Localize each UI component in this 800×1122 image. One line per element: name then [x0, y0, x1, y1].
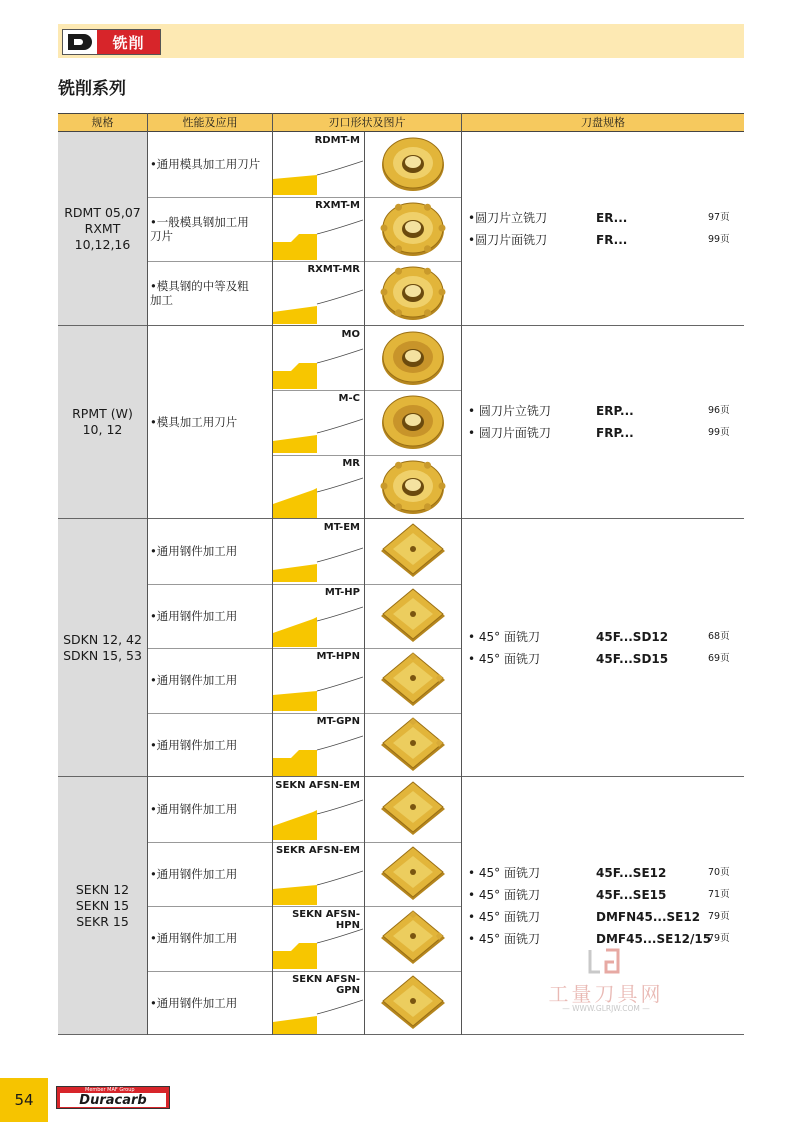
cutter-name: • 45° 面铣刀: [468, 652, 540, 666]
cutter-item: [468, 648, 738, 670]
column-divider: [461, 132, 462, 1035]
cutter-page: 97页: [708, 211, 730, 223]
brand-logo: [56, 1086, 170, 1109]
cutter-list: [468, 862, 738, 950]
cutter-name: • 45° 面铣刀: [468, 932, 540, 946]
edge-profile-shape: [273, 663, 363, 715]
insert-image: [373, 199, 453, 263]
column-divider: [272, 132, 273, 1035]
performance-text: [150, 261, 274, 326]
insert-image: [373, 586, 453, 650]
insert-image: [373, 779, 453, 843]
cutter-code: FR...: [596, 232, 628, 247]
performance-label: •一般模具钢加工用 刀片: [150, 214, 249, 243]
performance-text: [150, 842, 274, 907]
cutter-name: •圆刀片立铣刀: [468, 210, 548, 225]
performance-label: •模具加工用刀片: [150, 415, 238, 430]
cutter-name: • 45° 面铣刀: [468, 630, 540, 644]
performance-text: [150, 132, 274, 197]
performance-label: •通用钢件加工用: [150, 673, 238, 688]
performance-text: [150, 326, 274, 520]
cutter-page: 69页: [708, 653, 730, 664]
column-divider: [272, 113, 273, 132]
d-logo-icon: [63, 30, 97, 54]
cutter-name: • 圆刀片立铣刀: [468, 404, 551, 419]
page-title: 铣削系列: [58, 79, 126, 99]
insert-code: MO: [341, 328, 360, 340]
performance-label: •通用钢件加工用: [150, 737, 238, 752]
cutter-code: FRP...: [596, 426, 634, 441]
col-header-performance: 性能及应用: [182, 116, 238, 129]
edge-profile-shape: [273, 599, 363, 651]
performance-label: •通用模具加工用刀片: [150, 157, 261, 172]
cutter-item: [468, 862, 738, 884]
brand-tag: Member MAF Group: [85, 1087, 135, 1093]
cutter-name: • 45° 面铣刀: [468, 888, 540, 902]
row-divider: [147, 197, 461, 198]
brand-wordmark: Duracarb: [60, 1093, 166, 1107]
watermark-url: — WWW.GLRJW.COM —: [562, 1004, 650, 1013]
performance-text: [150, 971, 274, 1036]
performance-text: [150, 648, 274, 713]
performance-label: •通用钢件加工用: [150, 608, 238, 623]
insert-image: [373, 715, 453, 779]
cutter-code: DMF45...SE12/15: [596, 932, 712, 946]
cutter-item: [468, 928, 738, 950]
watermark-name: 工量刀具网: [548, 982, 664, 1006]
cutter-page: 68页: [708, 631, 730, 642]
edge-profile-shape: [273, 792, 363, 844]
column-divider: [147, 132, 148, 1035]
col-header-edge-shape: 刃口形状及图片: [328, 116, 406, 129]
performance-text: [150, 197, 274, 262]
edge-profile-shape: [273, 470, 363, 522]
cutter-code: ER...: [596, 210, 628, 225]
cutter-code: ERP...: [596, 404, 634, 419]
cutter-item: [468, 626, 738, 648]
insert-code: SEKN AFSN-HPN: [292, 909, 360, 931]
row-divider: [272, 390, 461, 391]
insert-image: [373, 457, 453, 521]
insert-code: M-C: [338, 393, 360, 404]
insert-image: [373, 650, 453, 714]
cutter-item: [468, 400, 738, 422]
insert-code: RXMT-MR: [307, 264, 360, 275]
cutter-page: 71页: [708, 889, 730, 900]
insert-code: SEKR AFSN-EM: [275, 844, 360, 856]
table-header-row: [58, 113, 744, 132]
insert-image: [373, 134, 453, 198]
edge-profile-shape: [273, 857, 363, 909]
cutter-item: [468, 906, 738, 928]
row-divider: [147, 261, 461, 262]
watermark: [536, 948, 676, 1018]
cutter-page: 70页: [708, 867, 730, 878]
performance-label: •通用钢件加工用: [150, 866, 238, 881]
edge-profile-shape: [273, 405, 363, 457]
cutter-code: 45F...SD12: [596, 630, 669, 644]
cutter-list: [468, 626, 738, 670]
column-divider: [461, 113, 462, 132]
insert-code: SEKN AFSN-EM: [275, 780, 360, 791]
cutter-page: 79页: [708, 911, 730, 922]
edge-profile-shape: [273, 986, 363, 1038]
edge-profile-shape: [273, 341, 363, 393]
insert-image: [373, 521, 453, 585]
cutter-item: [468, 229, 738, 251]
spec-cell: RPMT (W) 10, 12: [58, 326, 147, 520]
performance-text: [150, 713, 274, 778]
cutter-list: [468, 400, 738, 444]
insert-code: RXMT-M: [315, 199, 360, 211]
cutter-list: [468, 207, 738, 251]
cutter-name: • 圆刀片面铣刀: [468, 426, 551, 441]
insert-code: MT-HP: [324, 586, 360, 598]
insert-image: [373, 973, 453, 1037]
cutter-code: 45F...SD15: [596, 652, 669, 666]
cutter-page: 99页: [708, 233, 730, 245]
watermark-logo-icon: [586, 948, 622, 974]
insert-image: [373, 263, 453, 327]
row-divider: [147, 971, 461, 972]
performance-label: •通用钢件加工用: [150, 544, 238, 559]
cutter-item: [468, 422, 738, 444]
performance-text: [150, 519, 274, 584]
spec-cell: RDMT 05,07 RXMT 10,12,16: [58, 132, 147, 326]
spec-cell: SEKN 12 SEKN 15 SEKR 15: [58, 777, 147, 1035]
insert-image: [373, 908, 453, 972]
insert-code: MT-EM: [323, 522, 360, 533]
edge-profile-shape: [273, 728, 363, 780]
edge-profile-shape: [273, 276, 363, 328]
section-label: 铣削: [97, 30, 160, 54]
performance-label: •通用钢件加工用: [150, 802, 238, 817]
edge-profile-shape: [273, 534, 363, 586]
insert-image: [373, 328, 453, 392]
page-number: 54: [0, 1078, 48, 1122]
cutter-code: 45F...SE15: [596, 888, 667, 902]
cutter-code: 45F...SE12: [596, 866, 667, 880]
col-header-spec: 规格: [91, 116, 114, 129]
cutter-name: • 45° 面铣刀: [468, 866, 540, 880]
group-divider: [58, 1034, 744, 1035]
cutter-code: DMFN45...SE12: [596, 910, 701, 924]
column-divider: [364, 132, 365, 1035]
cutter-name: • 45° 面铣刀: [468, 910, 540, 924]
insert-code: MT-GPN: [316, 715, 360, 727]
performance-label: •通用钢件加工用: [150, 995, 238, 1010]
performance-label: •通用钢件加工用: [150, 931, 238, 946]
cutter-item: [468, 884, 738, 906]
edge-profile-shape: [273, 147, 363, 199]
section-logo: [62, 29, 161, 55]
insert-image: [373, 392, 453, 456]
row-divider: [147, 842, 461, 843]
insert-code: MT-HPN: [316, 651, 360, 662]
spec-cell: SDKN 12, 42 SDKN 15, 53: [58, 519, 147, 777]
insert-code: SEKN AFSN-GPN: [292, 973, 360, 996]
insert-table: [58, 113, 744, 1032]
row-divider: [147, 584, 461, 585]
cutter-page: 79页: [708, 933, 730, 944]
performance-label: •模具钢的中等及粗 加工: [150, 279, 249, 308]
insert-code: MR: [342, 457, 360, 469]
column-divider: [147, 113, 148, 132]
row-divider: [147, 648, 461, 649]
cutter-page: 99页: [708, 427, 730, 439]
row-divider: [147, 713, 461, 714]
edge-profile-shape: [273, 921, 363, 973]
col-header-cutter-spec: 刀盘规格: [581, 116, 625, 129]
performance-text: [150, 584, 274, 649]
cutter-item: [468, 207, 738, 229]
cutter-page: 96页: [708, 405, 730, 417]
insert-image: [373, 844, 453, 908]
performance-text: [150, 906, 274, 971]
row-divider: [272, 455, 461, 456]
cutter-name: •圆刀片面铣刀: [468, 232, 548, 247]
insert-code: RDMT-M: [314, 135, 360, 146]
edge-profile-shape: [273, 212, 363, 264]
performance-text: [150, 777, 274, 842]
row-divider: [147, 906, 461, 907]
